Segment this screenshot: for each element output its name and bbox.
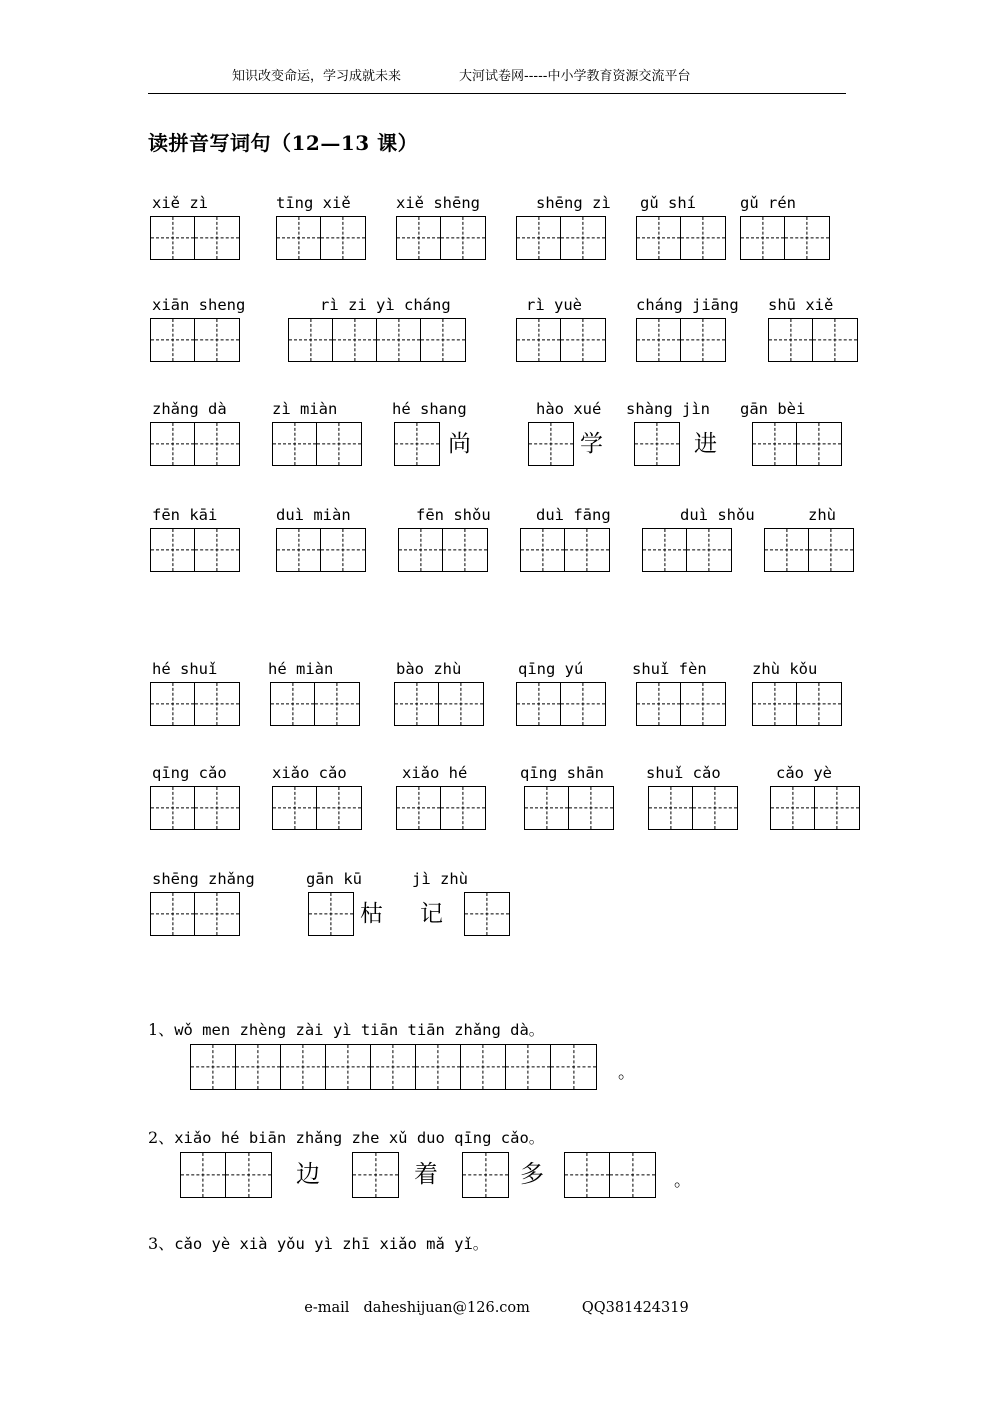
writing-cell[interactable] xyxy=(753,423,797,465)
pinyin-label: shuǐ cǎo xyxy=(646,764,721,782)
writing-grid[interactable] xyxy=(516,682,606,726)
writing-grid[interactable] xyxy=(564,1152,656,1198)
writing-cell[interactable] xyxy=(813,319,857,361)
writing-cell[interactable] xyxy=(569,787,613,829)
writing-cell[interactable] xyxy=(421,319,465,361)
writing-cell[interactable] xyxy=(195,423,239,465)
header-divider xyxy=(148,93,846,94)
writing-grid[interactable] xyxy=(308,892,354,936)
writing-cell[interactable] xyxy=(551,1045,596,1089)
writing-cell[interactable] xyxy=(271,683,315,725)
writing-cell[interactable] xyxy=(315,683,359,725)
pinyin-line xyxy=(148,396,848,422)
pinyin-label: rì yuè xyxy=(526,296,582,314)
pinyin-label: gān kū xyxy=(306,870,362,888)
pinyin-label: zhù xyxy=(808,506,836,524)
writing-cell[interactable] xyxy=(439,683,483,725)
writing-cell[interactable] xyxy=(561,319,605,361)
writing-grid[interactable] xyxy=(634,422,680,466)
writing-cell[interactable] xyxy=(195,893,239,935)
word-row-5 xyxy=(148,656,848,728)
pinyin-label: xiě zì xyxy=(152,194,208,212)
printed-hanzi: 着 xyxy=(414,1160,438,1188)
writing-cell[interactable] xyxy=(517,683,561,725)
writing-grid[interactable] xyxy=(396,786,486,830)
pinyin-label: jì zhù xyxy=(412,870,468,888)
sentence-number: 1、 xyxy=(148,1020,175,1039)
writing-cell[interactable] xyxy=(687,529,731,571)
pinyin-label: cháng jiāng xyxy=(636,296,739,314)
writing-grid[interactable] xyxy=(770,786,860,830)
writing-grid[interactable] xyxy=(396,216,486,260)
writing-cell[interactable] xyxy=(151,319,195,361)
writing-cell[interactable] xyxy=(277,217,321,259)
writing-grid[interactable] xyxy=(150,422,240,466)
writing-grid[interactable] xyxy=(288,318,466,362)
writing-cell[interactable] xyxy=(195,529,239,571)
writing-cell[interactable] xyxy=(441,217,485,259)
writing-grid[interactable] xyxy=(768,318,858,362)
writing-grid[interactable] xyxy=(528,422,574,466)
writing-grid[interactable] xyxy=(520,528,610,572)
pinyin-label: hé miàn xyxy=(268,660,334,678)
writing-grid[interactable] xyxy=(398,528,488,572)
grid-line xyxy=(148,1044,868,1092)
printed-hanzi: 多 xyxy=(520,1160,544,1188)
pinyin-label: cǎo yè xyxy=(776,764,832,782)
writing-cell[interactable] xyxy=(649,787,693,829)
page-header xyxy=(148,68,848,92)
header-site-right: 大河试卷网-----中小学教育资源交流平台 xyxy=(459,69,691,84)
grid-line xyxy=(148,318,848,364)
word-row-6 xyxy=(148,760,848,832)
writing-cell[interactable] xyxy=(461,1045,506,1089)
writing-grid[interactable] xyxy=(394,682,484,726)
pinyin-line xyxy=(148,292,848,318)
writing-grid[interactable] xyxy=(636,318,726,362)
writing-cell[interactable] xyxy=(809,529,853,571)
writing-cell[interactable] xyxy=(681,683,725,725)
pinyin-label: qīng cǎo xyxy=(152,764,227,782)
writing-cell[interactable] xyxy=(326,1045,371,1089)
header-slogan-left: 知识改变命运，学习成就未来 xyxy=(232,69,402,84)
sentence-number: 2、 xyxy=(148,1128,175,1147)
writing-cell[interactable] xyxy=(151,893,195,935)
writing-grid[interactable] xyxy=(516,216,606,260)
sentence-period: 。 xyxy=(674,1171,691,1191)
writing-cell[interactable] xyxy=(637,319,681,361)
writing-cell[interactable] xyxy=(561,683,605,725)
sentence-2 xyxy=(148,1124,868,1200)
sentence-period: 。 xyxy=(618,1063,635,1083)
writing-grid[interactable] xyxy=(464,892,510,936)
writing-cell[interactable] xyxy=(333,319,377,361)
writing-cell[interactable] xyxy=(309,893,353,935)
pinyin-label: shū xiě xyxy=(768,296,834,314)
writing-grid[interactable] xyxy=(150,682,240,726)
pinyin-label: zì miàn xyxy=(272,400,338,418)
writing-cell[interactable] xyxy=(195,683,239,725)
writing-cell[interactable] xyxy=(797,423,841,465)
writing-cell[interactable] xyxy=(353,1153,398,1197)
pinyin-label: shēng zì xyxy=(536,194,611,212)
writing-cell[interactable] xyxy=(371,1045,416,1089)
pinyin-label: shuǐ fèn xyxy=(632,660,707,678)
writing-cell[interactable] xyxy=(236,1045,281,1089)
writing-cell[interactable] xyxy=(441,787,485,829)
writing-grid[interactable] xyxy=(150,528,240,572)
sentence-number: 3、 xyxy=(148,1234,175,1253)
writing-cell[interactable] xyxy=(397,217,441,259)
word-row-2 xyxy=(148,292,848,364)
printed-hanzi: 边 xyxy=(296,1160,320,1188)
writing-cell[interactable] xyxy=(506,1045,551,1089)
grid-line xyxy=(148,216,848,262)
writing-cell[interactable] xyxy=(610,1153,655,1197)
writing-cell[interactable] xyxy=(463,1153,508,1197)
pinyin-label: xiě shēng xyxy=(396,194,480,212)
writing-cell[interactable] xyxy=(693,787,737,829)
writing-cell[interactable] xyxy=(517,217,561,259)
writing-grid[interactable] xyxy=(462,1152,509,1198)
writing-cell[interactable] xyxy=(377,319,421,361)
pinyin-label: fēn shǒu xyxy=(416,506,491,524)
writing-cell[interactable] xyxy=(151,529,195,571)
writing-cell[interactable] xyxy=(565,1153,610,1197)
writing-cell[interactable] xyxy=(151,217,195,259)
page-footer xyxy=(0,1300,993,1316)
writing-cell[interactable] xyxy=(637,217,681,259)
pinyin-label: hé shuǐ xyxy=(152,660,218,678)
pinyin-line xyxy=(148,656,848,682)
writing-cell[interactable] xyxy=(317,423,361,465)
word-row-4 xyxy=(148,502,848,574)
sentence-pinyin: xiǎo hé biān zhǎng zhe xǔ duo qīng cǎo。 xyxy=(174,1129,545,1147)
writing-cell[interactable] xyxy=(395,423,439,465)
grid-line xyxy=(148,1152,868,1200)
pinyin-label: duì shǒu xyxy=(680,506,755,524)
pinyin-label: qīng yú xyxy=(518,660,584,678)
writing-cell[interactable] xyxy=(465,893,509,935)
writing-cell[interactable] xyxy=(321,529,365,571)
printed-hanzi: 记 xyxy=(420,901,443,927)
writing-grid[interactable] xyxy=(150,318,240,362)
writing-grid[interactable] xyxy=(272,422,362,466)
writing-cell[interactable] xyxy=(643,529,687,571)
writing-grid[interactable] xyxy=(190,1044,597,1090)
pinyin-label: qīng shān xyxy=(520,764,604,782)
grid-line xyxy=(148,528,848,574)
writing-cell[interactable] xyxy=(416,1045,461,1089)
writing-cell[interactable] xyxy=(529,423,573,465)
writing-cell[interactable] xyxy=(525,787,569,829)
writing-cell[interactable] xyxy=(281,1045,326,1089)
pinyin-label: zhǎng dà xyxy=(152,400,227,418)
writing-cell[interactable] xyxy=(785,217,829,259)
writing-cell[interactable] xyxy=(317,787,361,829)
sentence-1 xyxy=(148,1016,868,1092)
pinyin-label: xiān sheng xyxy=(152,296,246,314)
writing-cell[interactable] xyxy=(151,787,195,829)
writing-cell[interactable] xyxy=(741,217,785,259)
writing-cell[interactable] xyxy=(321,217,365,259)
grid-line xyxy=(148,422,848,468)
writing-cell[interactable] xyxy=(289,319,333,361)
writing-grid[interactable] xyxy=(270,682,360,726)
qq-number: QQ381424319 xyxy=(581,1300,689,1316)
writing-grid[interactable] xyxy=(752,422,842,466)
printed-hanzi: 尚 xyxy=(448,431,471,457)
writing-cell[interactable] xyxy=(195,319,239,361)
pinyin-label: rì zi yì cháng xyxy=(320,296,451,314)
printed-hanzi: 学 xyxy=(580,431,603,457)
pinyin-line xyxy=(148,866,848,892)
writing-cell[interactable] xyxy=(815,787,859,829)
pinyin-label: xiǎo hé xyxy=(402,764,468,782)
writing-grid[interactable] xyxy=(394,422,440,466)
writing-cell[interactable] xyxy=(273,787,317,829)
pinyin-line xyxy=(148,760,848,786)
email-address: daheshijuan@126.com xyxy=(363,1300,530,1316)
pinyin-label: bào zhù xyxy=(396,660,462,678)
writing-cell[interactable] xyxy=(517,319,561,361)
pinyin-label: zhù kǒu xyxy=(752,660,818,678)
writing-grid[interactable] xyxy=(752,682,842,726)
writing-cell[interactable] xyxy=(195,217,239,259)
writing-cell[interactable] xyxy=(151,423,195,465)
writing-cell[interactable] xyxy=(277,529,321,571)
writing-grid[interactable] xyxy=(276,528,366,572)
pinyin-label: gǔ rén xyxy=(740,194,796,212)
sentence-pinyin: wǒ men zhèng zài yì tiān tiān zhǎng dà。 xyxy=(174,1021,545,1039)
printed-hanzi: 枯 xyxy=(360,901,383,927)
writing-grid[interactable] xyxy=(642,528,732,572)
writing-grid[interactable] xyxy=(150,216,240,260)
writing-cell[interactable] xyxy=(195,787,239,829)
pinyin-label: fēn kāi xyxy=(152,506,218,524)
writing-cell[interactable] xyxy=(191,1045,236,1089)
writing-cell[interactable] xyxy=(226,1153,271,1197)
pinyin-label: xiǎo cǎo xyxy=(272,764,347,782)
writing-cell[interactable] xyxy=(561,217,605,259)
printed-hanzi: 进 xyxy=(694,431,717,457)
pinyin-line xyxy=(148,190,848,216)
writing-grid[interactable] xyxy=(276,216,366,260)
email-label: e-mail xyxy=(304,1300,350,1316)
pinyin-label: shàng jìn xyxy=(626,400,710,418)
writing-grid[interactable] xyxy=(272,786,362,830)
writing-cell[interactable] xyxy=(151,683,195,725)
writing-cell[interactable] xyxy=(273,423,317,465)
writing-cell[interactable] xyxy=(399,529,443,571)
writing-grid[interactable] xyxy=(516,318,606,362)
pinyin-label: gān bèi xyxy=(740,400,806,418)
word-row-7 xyxy=(148,866,848,938)
grid-line xyxy=(148,892,848,938)
pinyin-line xyxy=(148,502,848,528)
writing-grid[interactable] xyxy=(740,216,830,260)
writing-cell[interactable] xyxy=(181,1153,226,1197)
pinyin-label: duì miàn xyxy=(276,506,351,524)
page-title: 读拼音写词句（12—13 课） xyxy=(148,131,419,155)
writing-cell[interactable] xyxy=(681,217,725,259)
writing-cell[interactable] xyxy=(637,683,681,725)
writing-grid[interactable] xyxy=(150,786,240,830)
writing-cell[interactable] xyxy=(635,423,679,465)
grid-line xyxy=(148,786,848,832)
writing-cell[interactable] xyxy=(395,683,439,725)
word-row-1 xyxy=(148,190,848,262)
writing-cell[interactable] xyxy=(769,319,813,361)
writing-grid[interactable] xyxy=(524,786,614,830)
pinyin-label: shēng zhǎng xyxy=(152,870,255,888)
sentence-prompt xyxy=(148,1124,868,1152)
writing-grid[interactable] xyxy=(180,1152,272,1198)
writing-cell[interactable] xyxy=(397,787,441,829)
pinyin-label: duì fāng xyxy=(536,506,611,524)
writing-cell[interactable] xyxy=(753,683,797,725)
sentence-3 xyxy=(148,1230,868,1258)
pinyin-label: gǔ shí xyxy=(640,194,696,212)
writing-grid[interactable] xyxy=(648,786,738,830)
sentence-pinyin: cǎo yè xià yǒu yì zhī xiǎo mǎ yǐ。 xyxy=(174,1235,489,1253)
writing-cell[interactable] xyxy=(765,529,809,571)
writing-grid[interactable] xyxy=(636,216,726,260)
pinyin-label: hào xué xyxy=(536,400,602,418)
pinyin-label: tīng xiě xyxy=(276,194,351,212)
writing-cell[interactable] xyxy=(797,683,841,725)
grid-line xyxy=(148,682,848,728)
writing-grid[interactable] xyxy=(352,1152,399,1198)
writing-cell[interactable] xyxy=(681,319,725,361)
sentence-prompt xyxy=(148,1016,868,1044)
writing-grid[interactable] xyxy=(636,682,726,726)
writing-cell[interactable] xyxy=(565,529,609,571)
writing-grid[interactable] xyxy=(150,892,240,936)
writing-grid[interactable] xyxy=(764,528,854,572)
writing-cell[interactable] xyxy=(443,529,487,571)
writing-cell[interactable] xyxy=(771,787,815,829)
writing-cell[interactable] xyxy=(521,529,565,571)
pinyin-label: hé shang xyxy=(392,400,467,418)
word-row-3 xyxy=(148,396,848,468)
sentence-prompt xyxy=(148,1230,868,1258)
